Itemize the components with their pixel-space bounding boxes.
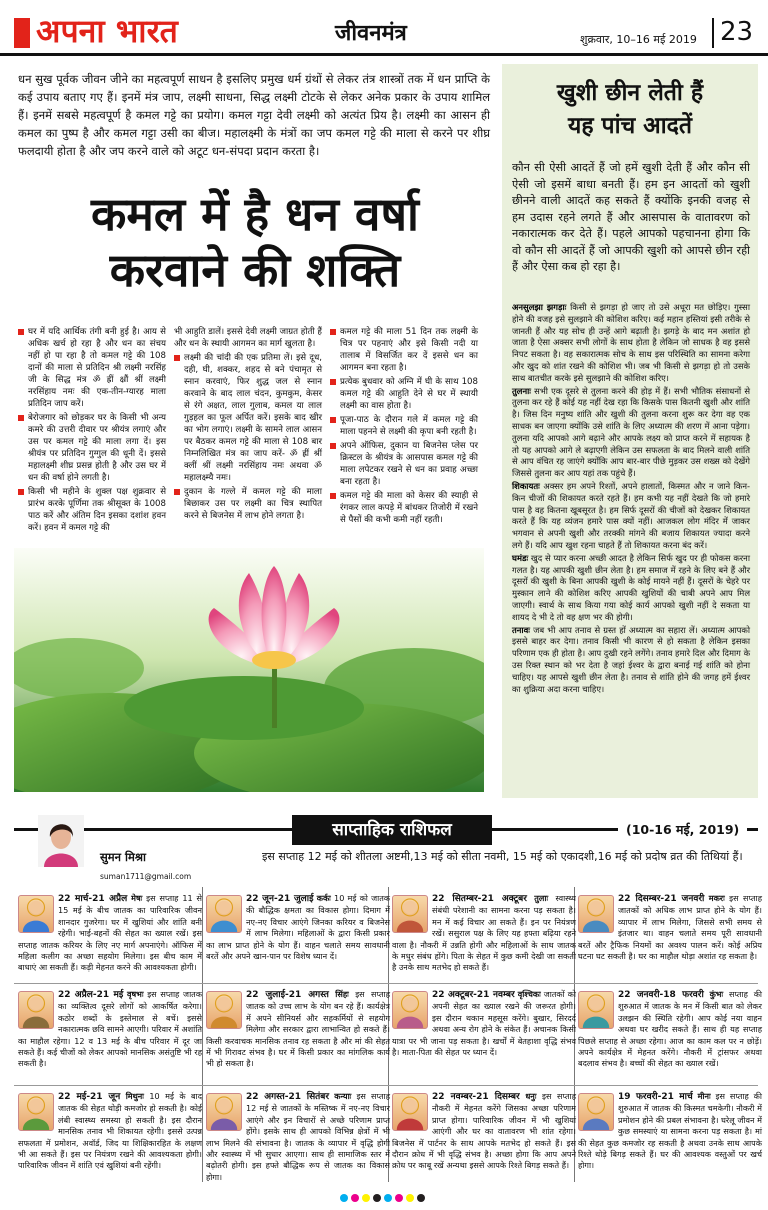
sign-prediction: इस सप्ताह जातक का व्यक्तित्व दूसरे लोगों को आकर्षित करेगा। कठोर शब्दों के इस्तेमाल से बचें। इससे नकारात्मक छवि सामने आएगी। परिवार में अशांति का माहौल रहेगा। 12 व 13 मई के बीच परिवार में दूर जा सकते हैं। कई चीजों को लेकर आपको मानसिक असंतुष्टि भी रह सकती है। xyxy=(18,989,202,1069)
newspaper-logo: अपना भारत xyxy=(36,12,178,50)
zodiac-deity-icon xyxy=(578,991,614,1029)
registration-dot xyxy=(395,1194,403,1202)
page-header xyxy=(0,0,768,60)
zodiac-deity-icon xyxy=(206,991,242,1029)
zodiac-deity-icon xyxy=(392,895,428,933)
sign-date-range: 22 मई-21 जून xyxy=(58,1092,121,1102)
horoscope-cell xyxy=(18,989,202,1070)
habit-text: अक्सर हम अपने रिश्तों, अपने हालातों, किस्मत और न जाने किन-किन चीजों की शिकायत करते रहते हैं। हम कभी यह नहीं देखते कि जो हमारे पास है वह कितना खूबसूरत है। हम सिर्फ दूसरों की चीजों को देखकर शिकायत करते हैं कि यह व्यंजन हमारे पास क्यों नहीं। आजकल लोग मंदिर में जाकर भगवान से अपनी खुशी और तरक्की मांगने की बजाय शिकायत ज्यादा करने लगे हैं। यदि आप खुश रहना चाहते हैं तो शिकायत करना बंद करें। xyxy=(512,480,750,550)
horoscope-cell xyxy=(206,1091,390,1183)
headline-line-1: कमल में है धन वर्षा xyxy=(91,187,419,241)
horoscope-cell xyxy=(206,989,390,1070)
sign-name: वृश्चिकः xyxy=(517,989,541,999)
sign-name: कुंभः xyxy=(709,989,724,999)
bullet-point: कमल गट्टे की माला 51 दिन तक लक्ष्मी के चित्र पर पहनाएं और इसे किसी नदी या तालाब में विसर्जित कर दें इससे धन का आगमन बना रहता है। xyxy=(330,326,478,374)
sign-date-range: 22 दिसम्बर-21 जनवरी xyxy=(618,894,705,904)
bullet-point: प्रत्येक बुधवार को अग्नि में घी के साथ 108 कमल गट्टे की आहुति देने से घर में स्थायी लक्ष्मी का वास होता है। xyxy=(330,376,478,412)
sign-name: धनुः xyxy=(525,1091,537,1101)
registration-dot xyxy=(340,1194,348,1202)
horoscope-cell xyxy=(578,989,762,1070)
bullet-point: दुकान के गल्ले में कमल गट्टे की माला बिछाकर उस पर लक्ष्मी का चित्र स्थापित करने से बिजनेस में लाभ होने लगता है। xyxy=(174,486,322,522)
bullet-point: कमल गट्टे की माला को केसर की स्याही से रंगकर लाल कपड़े में बांधकर तिजोरी में रखने से पैसों की कभी कमी नहीं रहती। xyxy=(330,490,478,526)
sidebar-intro: कौन सी ऐसी आदतें हैं जो हमें खुशी देती हैं और कौन सी ऐसी जो इसमें बाधा बनती हैं। हम इन आदतों को खुशी छीनने वाली आदतें कह सकते हैं क्योंकि इनकी वजह से हम उदास रहने लगते हैं और आसपास के वातावरण को नकारात्मक कर देते हैं। पहले आपको पहचानना होगा कि वो कौन सी आदतें हैं जो आपकी खुशी को आपसे छीन रही हैं और ऐसा कब हो रहा है। xyxy=(512,161,750,273)
registration-dot xyxy=(417,1194,425,1202)
section-title: जीवनमंत्र xyxy=(335,21,407,46)
author-name: सुमन मिश्रा xyxy=(100,850,147,864)
author-email: suman1711@gmail.com xyxy=(100,872,192,881)
logo-mark xyxy=(14,18,30,48)
sign-prediction: 10 मई को जातक की बौद्धिक क्षमता का विकास होगा। दिमाग में नए-नए विचार आएंगे जिनका करियर व बिजनेस में लाभ मिलेगा। महिलाओं के द्वारा किसी प्रकार का लाभ प्राप्त होने के योग हैं। वाहन चलाते समय सावधानी बरतें और अपने खान-पान पर विशेष ध्यान दें। xyxy=(206,893,391,962)
sign-name: मकरः xyxy=(708,893,725,903)
sign-date-range: 22 सितम्बर-21 अक्टूबर xyxy=(432,894,527,904)
article-column-1 xyxy=(18,326,166,536)
bullet-point: लक्ष्मी की चांदी की एक प्रतिमा लें। इसे दूध, दही, घी, शक्कर, शहद से बने पंचामृत से स्नान करवाएं, फिर शुद्ध जल से स्नान करवाने के बाद लाल चंदन, कुमकुम, केसर से रंगे अक्षत, लाल गुलाब, कमल या लाल गुड़हल का फूल अर्पित करें। इसके बाद खीर का भोग लगाएं। लक्ष्मी के सामने लाल आसन पर बैठकर कमल गट्टे की माला से 108 बार निम्नलिखित मंत्र का जाप करें- ॐ ह्रीं श्रीं क्लीं श्रीं लक्ष्मी नरसिंहाय नमः अथवा ॐ महालक्ष्म्यै नमः। xyxy=(174,352,322,484)
registration-dot xyxy=(351,1194,359,1202)
zodiac-deity-icon xyxy=(206,895,242,933)
sign-name: कर्कः xyxy=(316,893,331,903)
sign-date-range: 22 अप्रैल-21 मई xyxy=(58,990,124,1000)
sign-name: कन्याः xyxy=(334,1091,352,1101)
habit-label: तुलनाः xyxy=(512,385,531,396)
habit-label: अनसुलझा झगड़ाः xyxy=(512,302,567,312)
habit-item xyxy=(512,481,750,552)
habit-label: शिकायतः xyxy=(512,480,540,491)
sign-name: वृषभः xyxy=(126,989,144,999)
habit-text: किसी से झगड़ा हो जाए तो उसे अधूरा मत छोड़िए। गुस्सा होने की वजह इसे सुलझाने की कोशिश करिए। कई महान हस्तियां इसी तरीके से जानती हैं और यह सोच ही उन्हें आगे बढ़ाती है। झगड़े के बाद मन अशांत हो जाता है ऐसा अक्सर सभी लोगों के साथ होता है लेकिन जो साधक है वह इससे निपट सकता है। वह सकारात्मक सोच के साथ इस परिस्थिति का सामना करेगा और खुद को शांत रखने की कोशिश भी। जब भी किसी से झगड़ा हो तो उसके साथ बातचीत करके इसे सुलझाने की कोशिश करिए। xyxy=(512,302,750,383)
horoscope-cell xyxy=(578,893,762,962)
sidebar-title-line-1: खुशी छीन लेती हैं xyxy=(556,79,704,106)
registration-dot xyxy=(373,1194,381,1202)
grid-divider xyxy=(202,887,203,1182)
horoscope-cell xyxy=(18,893,202,974)
sidebar-title xyxy=(510,76,750,142)
rashifal-header xyxy=(14,815,758,845)
sign-date-range: 22 मार्च-21 अप्रैल xyxy=(58,894,128,904)
rashifal-date-range: (10-16 मई, 2019) xyxy=(618,817,747,843)
sign-prediction: इस सप्ताह जातकों को अधिक लाभ प्राप्त होने के योग हैं। व्यापार में लाभ मिलेगा, जिससे सभी समय से इंतजार था। वाहन चलाते समय पूरी सावधानी बरतें और ट्रैफिक नियमों का अवश्य पालन करें। कोई अप्रिय घटना घट सकती है। घर का माहौल थोड़ा अशांत रह सकता है। xyxy=(578,893,762,962)
registration-dot xyxy=(362,1194,370,1202)
zodiac-deity-icon xyxy=(18,991,54,1029)
issue-date: शुक्रवार, 10–16 मई 2019 xyxy=(580,33,697,46)
sign-prediction: 10 मई के बाद जातक की सेहत थोड़ी कमजोर हो सकती है। कोई लंबी स्वास्थ्य समस्या हो सकती है। इस दौरान मानसिक तनाव भी शिकायत रहेगी। इससे उत्पन्न सफलता में प्रमोशन, अवॉर्ड, जिद या शिक्षिकारहित के लक्षण भी आ सकते हैं। इस पर नियंत्रण रखने की आवश्यकता होगी। पारिवारिक जीवन में शांति एवं खुशियां बनी रहेंगी। xyxy=(18,1091,203,1171)
horoscope-cell xyxy=(392,1091,576,1172)
article-column-2 xyxy=(174,326,322,524)
bullet-point: बेरोजगार को छोड़कर घर के किसी भी अन्य कमरे की उत्तरी दीवार पर श्रीयंत्र लगाएं और उस पर कमल गट्टे की माला लगा दें। इस श्रीयंत्र पर प्रतिदिन गुग्गुल की धूनी दें। इससे महालक्ष्मी शीघ्र प्रसन्न होती है और उस घर में धन की वर्षा होने लगती है। xyxy=(18,412,166,484)
sign-date-range: 22 जनवरी-18 फरवरी xyxy=(618,990,704,1000)
headline-line-2: करवाने की शक्ति xyxy=(109,243,401,297)
sign-prediction: स्वास्थ्य संबंधी परेशानी का सामना करना पड़ सकता है। मन में कई विचार आ सकते हैं। इन पर नियंत्रण रखें। ससुराल पक्ष के लिए यह हफ्ता बढ़िया रहने वाला है। नौकरी में उन्नति होगी और महिलाओं के साथ जातक के मधुर संबंध होंगे। पिता के सेहत में कुछ कमी देखी जा सकती है उनके साथ मतभेद हो सकते हैं। xyxy=(392,893,576,973)
habit-item xyxy=(512,625,750,696)
habit-item xyxy=(512,386,750,480)
sign-prediction: इस सप्ताह जातक को उच्च लाभ के योग बन रहे हैं। कार्यक्षेत्र में अपने सीनियर्स और सहकर्मियों से सहयोग मिलेगा और सरकार द्वारा लाभान्वित हो सकते हैं। किसी करवाचक मानसिक तनाव रह सकता है और मां की सेहत में भी गिरावट संभव है। घर में किसी प्रकार का मांगलिक कार्य भी हो सकता है। xyxy=(206,989,391,1069)
sign-date-range: 22 अक्टूबर-21 नवम्बर xyxy=(432,990,515,1000)
article-headline xyxy=(12,186,498,298)
article-column-3 xyxy=(330,326,478,528)
horoscope-cell xyxy=(392,893,576,974)
bullet-point: अपने ऑफिस, दुकान या बिजनेस प्लेस पर क्रिस्टल के श्रीयंत्र के आसपास कमल गट्टे की माला लपेटकर रखने से धन का प्रवाह अच्छा बना रहता है। xyxy=(330,440,478,488)
header-rule xyxy=(0,53,768,56)
habit-item xyxy=(512,302,750,385)
zodiac-deity-icon xyxy=(578,895,614,933)
grid-divider xyxy=(14,983,758,984)
sign-date-range: 22 जुलाई-21 अगस्त xyxy=(246,990,329,1000)
zodiac-deity-icon xyxy=(392,991,428,1029)
sign-date-range: 19 फरवरी-21 मार्च xyxy=(618,1092,693,1102)
bullet-point: पूजा-पाठ के दौरान गले में कमल गट्टे की माला पहनने से लक्ष्मी की कृपा बनी रहती है। xyxy=(330,414,478,438)
horoscope-cell xyxy=(206,893,390,962)
zodiac-deity-icon xyxy=(18,895,54,933)
sign-prediction: इस सप्ताह 11 से 15 मई के बीच जातक का पारिवारिक जीवन शानदार गुजरेगा। घर में खुशियां और शांति बनी रहेगी। भाई-बहनों की सेहत का ख्याल रखें। इस सप्ताह जातक करियर के लिए नए मार्ग अपनाएंगे। ऑफिस में महिला कलीग का अच्छा सहयोग मिलेगा। इस बीच काम में बाधाएं आ सकती हैं। कड़ी मेहनत करने की आवश्यकता होगी। xyxy=(18,893,203,973)
sidebar-body xyxy=(512,302,750,696)
zodiac-deity-icon xyxy=(18,1093,54,1131)
horoscope-cell xyxy=(18,1091,202,1172)
sign-name: मिथुनः xyxy=(125,1091,144,1101)
registration-dot xyxy=(384,1194,392,1202)
sign-prediction: इस सप्ताह नौकरी में मेहनत करेंगे जिसका अच्छा परिणाम प्राप्त होगा। पारिवारिक जीवन में भी खुशियां आएंगी और घर का वातावरण भी शांत रहेगा। बिजनेस में पार्टनर के साथ आपके मतभेद हो सकते हैं। इस दौरान क्रोध में भी वृद्धि संभव है। अच्छा होगा कि आप अपने क्रोध पर काबू रखें अन्यथा इससे आपके रिश्ते बिगड़ सकते हैं। xyxy=(392,1091,576,1171)
zodiac-deity-icon xyxy=(392,1093,428,1131)
rashifal-title: साप्ताहिक राशिफल xyxy=(292,815,492,845)
bullet-point: घर में यदि आर्थिक तंगी बनी हुई है। आय से अधिक खर्च हो रहा है और धन का संचय नहीं हो पा रहा है तो कमल गट्टे की 108 दानों की माला से प्रतिदिन श्री लक्ष्मी नरसिंह जी के सिद्ध मंत्र ॐ ह्रीं क्ष्रौं श्रीं लक्ष्मी नरसिंहाय नमः की एक-तीन-ग्यारह माला प्रतिदिन जाप करें। xyxy=(18,326,166,410)
habit-item xyxy=(512,553,750,624)
lotus-photo xyxy=(14,548,484,792)
sign-name: सिंहः xyxy=(335,989,349,999)
header-divider xyxy=(712,18,714,48)
sign-name: तुलाः xyxy=(534,893,549,903)
grid-divider xyxy=(14,1085,758,1086)
registration-dot xyxy=(406,1194,414,1202)
sign-prediction: जातकों को अपनी सेहत का ख्याल रखने की जरूरत होगी। इस दौरान थकान महसूस करेंगे। बुखार, सिरदर्द अथवा अन्य रोग होने के संकेत हैं। अचानक किसी यात्रा पर भी जाना पड़ सकता है। खर्चों में बेतहाशा वृद्धि संभव है। माता-पिता की सेहत पर ध्यान दें। xyxy=(392,989,576,1058)
sign-prediction: इस सप्ताह 12 मई से जातकों के मस्तिष्क में नए-नए विचार आएंगे और इन विचारों से अच्छे परिणाम प्राप्त होंगे। इसके साथ ही आपको विभिन्न क्षेत्रों में भी लाभ मिलने की संभावना है। जातक के व्यापार में वृद्धि होगी और स्वास्थ्य में भी सुधार आएगा। साथ ही सामाजिक स्तर में बढ़ोतरी होगी। इस हफ्ते बौद्धिक रूप से जातक का विकास होगा। xyxy=(206,1091,390,1182)
page-number: 23 xyxy=(720,17,754,47)
rashifal-note: इस सप्ताह 12 मई को शीतला अष्टमी,13 मई को सीता नवमी, 15 मई को एकादशी,16 मई को प्रदोष व्रत की तिथियां हैं। xyxy=(262,850,743,863)
habit-text: जब भी आप तनाव से ग्रस्त हों अध्यात्म का सहारा लें। अध्यात्म आपको इससे बाहर कर देगा। तनाव किसी भी कारण से हो सकता है लेकिन इसका परिणाम एक ही होता है। आप दुखी रहने लगेंगे। तनाव हमारे दिल और दिमाग के उस रिक्त स्थान को भर देता है जहां ईश्वर के द्वारा बनाई गई शांति को होना चाहिए। यह आपसे खुशी छीन लेता है। तनाव से शांति होने की जगह हमें ईश्वर का शुक्रिया अदा करना चाहिए। xyxy=(512,624,750,694)
sign-prediction: सप्ताह की शुरुआत में जातक के मन में किसी बात को लेकर उलझन की स्थिति रहेगी। आप कोई नया वाहन अथवा घर खरीद सकते हैं। साथ ही यह सप्ताह पिछले सप्ताह से अच्छा रहेगा। आज का काम कल पर न छोड़ें। अपने कार्यक्षेत्र में मेहनत करेंगे। नौकरी में ट्रांसफर अथवा बदलाव संभव है। बच्चों की सेहत का ख्याल रखें। xyxy=(578,989,763,1069)
sign-date-range: 22 नवम्बर-21 दिसम्बर xyxy=(432,1092,520,1102)
zodiac-deity-icon xyxy=(206,1093,242,1131)
sign-date-range: 22 जून-21 जुलाई xyxy=(246,894,314,904)
sign-prediction: इस सप्ताह की शुरुआत में जातक की किस्मत चमकेगी। नौकरी में प्रमोशन होने की प्रबल संभावना है। घरेलू जीवन में कुछ समस्याएं या सामना करना पड़ सकता है। मां की सेहत कुछ कमजोर रह सकती है अथवा उनके साथ आपके रिश्ते थोड़े बिगड़ सकते हैं। घर की आवश्यक वस्तुओं पर खर्च होगा। xyxy=(578,1091,762,1171)
habit-label: तनावः xyxy=(512,624,530,635)
sign-date-range: 22 अगस्त-21 सितंबर xyxy=(246,1092,330,1102)
habit-label: घमंडः xyxy=(512,552,529,563)
sign-name: मीनः xyxy=(697,1091,711,1101)
article-intro: धन सुख पूर्वक जीवन जीने का महत्वपूर्ण साधन है इसलिए प्रमुख धर्म ग्रंथों से लेकर तंत्र शास्त्रों तक में धन प्राप्ति के कई उपाय बताए गए हैं। इनमें मंत्र जाप, लक्ष्मी साधना, सिद्ध लक्ष्मी टोटके से लेकर अनेक प्रकार के उपाय शामिल हैं। इनमें सबसे महत्वपूर्ण है कमल गट्टे का प्रयोग। कमल गट्टा देवी लक्ष्मी को अत्यंत प्रिय है। लक्ष्मी का आसन ही कमल का पुष्प है और कमल गट्टा उसी का बीज। महालक्ष्मी के मंत्रों का जप कमल गट्टे की माला से करने पर शीघ्र फलदायी होता है और जप करने वाले को अटूट धन-संपदा प्रदान करता है। xyxy=(18,72,490,158)
habit-text: सभी एक दूसरे से तुलना करने की होड़ में हैं। सभी भौतिक संसाधनों से तुलना कर रहे हैं कोई यह नहीं देख रहा कि किसके पास कितनी खुशी और शांति है। जिस दिन मनुष्य शांति और खुशी की तुलना करना शुरू कर देगा वह एक साधक बन जाएगा क्योंकि उसे शांति के लिए अध्यात्म की शरण में आना पड़ेगा। तुलना यदि आपको आगे बढ़ाने और आपके लक्ष्य को प्राप्त करने में सहायक है तो यह आपको आगे ले बढ़ाएगी लेकिन उस सफलता के बाद मिलने वाली शांति से आप वंचित रह जाएंगे क्योंकि आप बार-बार पीछे मुड़कर उस शख्स को देखेंगे जिससे तुलना कर आप यहां तक पहुंचे हैं। xyxy=(512,385,750,479)
continued-text: भी आहुति डालें। इससे देवी लक्ष्मी जाग्रत होती हैं और धन के स्थायी आगमन का मार्ग खुलता है। xyxy=(174,327,322,349)
horoscope-cell xyxy=(392,989,576,1058)
bullet-point: किसी भी महीने के शुक्ल पक्ष शुक्रवार से प्रारंभ करके पूर्णिमा तक श्रीसूक्त के 1008 पाठ करें और अंतिम दिन इसका दशांश हवन करें। हवन में कमल गट्टे की xyxy=(18,486,166,534)
print-registration-marks xyxy=(340,1194,440,1204)
horoscope-cell xyxy=(578,1091,762,1172)
author-avatar xyxy=(38,815,84,867)
sign-name: मेषः xyxy=(131,893,143,903)
horoscope-grid xyxy=(14,887,763,1182)
zodiac-deity-icon xyxy=(578,1093,614,1131)
sidebar-title-line-2: यह पांच आदतें xyxy=(567,112,693,139)
habit-text: खुद से प्यार करना अच्छी आदत है लेकिन सिर्फ खुद पर ही फोकस करना गलत है। यह आपकी खुशी छीन लेता है। हम समाज में रहने के लिए बने हैं और दूसरों की खुशी के बिना आपकी खुशी के कोई मायने नहीं हैं। दूसरों के चेहरे पर मुस्कान लाने की कोशिश करिए आपकी खुशियों की चाबी अपने आप मिल जाएगी। स्वार्थ के साथ किया गया कोई कार्य आपको खुशी नहीं दे सकता या शायद दे भी दे तो वह क्षण भर की होगी। xyxy=(512,552,750,622)
